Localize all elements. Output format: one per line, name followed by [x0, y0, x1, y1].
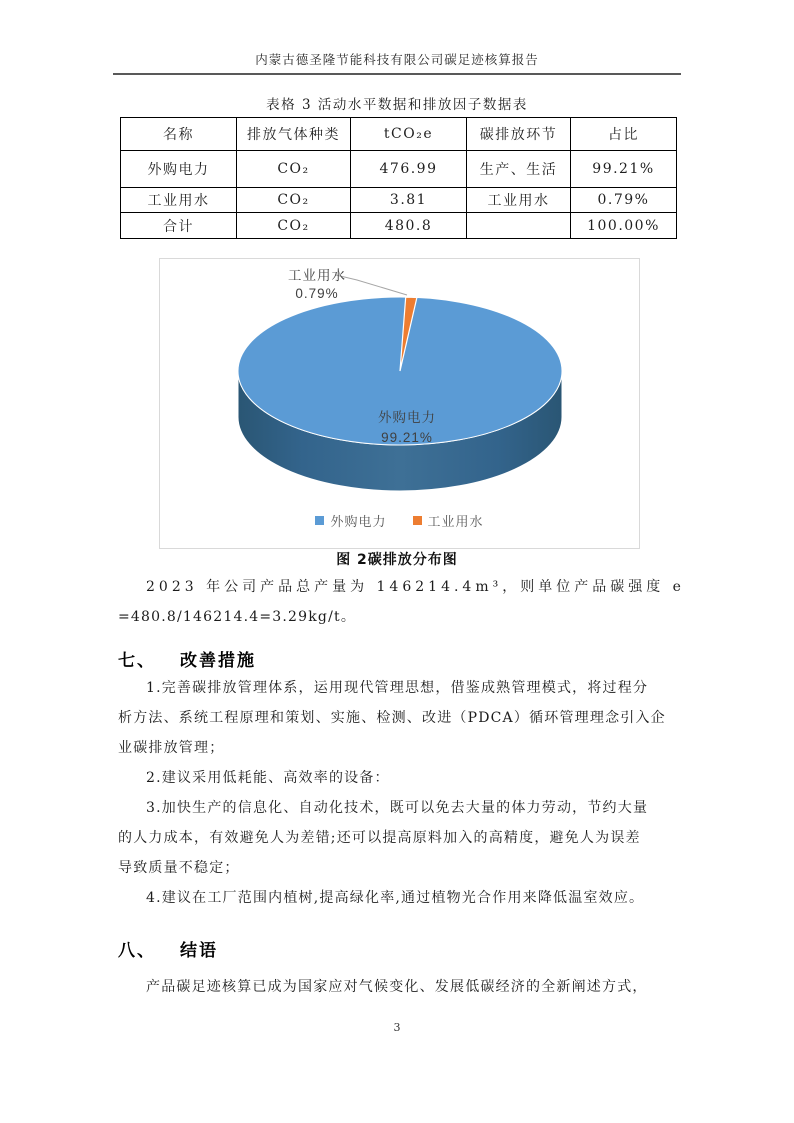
cell: 3.81 — [351, 188, 467, 213]
cell: 480.8 — [351, 213, 467, 239]
table-row — [121, 151, 677, 188]
emission-data-table — [120, 117, 677, 239]
page-number: 3 — [393, 1021, 401, 1034]
list-item-line: 4.建议在工厂范围内植树,提高绿化率,通过植物光合作用来降低温室效应。 — [146, 890, 645, 906]
list-item-line: 2.建议采用低耗能、高效率的设备： — [146, 770, 390, 786]
list-item-line: 3.加快生产的信息化、自动化技术，既可以免去大量的体力劳动，节约大量 — [146, 800, 649, 816]
section-number: 八、 — [118, 941, 156, 961]
legend-swatch-water-icon — [413, 516, 422, 525]
intensity-paragraph — [118, 572, 718, 632]
water-label-name: 工业用水 — [288, 268, 346, 283]
water-label-value: 0.79% — [295, 286, 339, 301]
paragraph-line: 2023 年公司产品总产量为 146214.4m³，则单位产品碳强度 e — [146, 579, 685, 595]
section-heading-conclusion — [118, 936, 218, 961]
cell: CO₂ — [237, 213, 351, 239]
cell: 100.00% — [571, 213, 677, 239]
legend-item-water — [413, 511, 484, 530]
col-header-share: 占比 — [571, 118, 677, 151]
table-row — [121, 213, 677, 239]
cell: 外购电力 — [121, 151, 237, 188]
legend-label: 工业用水 — [427, 514, 484, 529]
document-header-title: 内蒙古德圣隆节能科技有限公司碳足迹核算报告 — [255, 52, 539, 67]
legend-label: 外购电力 — [330, 514, 387, 529]
table-row — [121, 188, 677, 213]
cell: 99.21% — [571, 151, 677, 188]
cell: 生产、生活 — [467, 151, 571, 188]
section-heading-improvement — [118, 646, 256, 671]
conclusion-paragraph — [118, 972, 718, 1002]
cell: 476.99 — [351, 151, 467, 188]
header-divider — [113, 73, 681, 75]
cell: CO₂ — [237, 151, 351, 188]
section-title: 改善措施 — [180, 651, 256, 671]
table-header-row — [121, 118, 677, 151]
chart-legend — [160, 511, 639, 530]
col-header-gas: 排放气体种类 — [237, 118, 351, 151]
section-title: 结语 — [180, 941, 218, 961]
pie-chart-panel — [159, 258, 640, 549]
cell — [467, 213, 571, 239]
list-item-line: 1.完善碳排放管理体系，运用现代管理思想，借鉴成熟管理模式，将过程分 — [146, 680, 649, 696]
cell: 工业用水 — [121, 188, 237, 213]
pie-chart — [160, 259, 638, 511]
list-item-line: 的人力成本，有效避免人为差错;还可以提高原料加入的高精度，避免人为误差 — [118, 830, 641, 846]
list-item-line: 业碳排放管理； — [118, 740, 225, 756]
figure-caption: 图 2碳排放分布图 — [336, 552, 458, 568]
col-header-name: 名称 — [121, 118, 237, 151]
improvement-list — [118, 673, 718, 913]
paragraph-line: 产品碳足迹核算已成为国家应对气候变化、发展低碳经济的全新阐述方式， — [146, 979, 648, 995]
cell: 合计 — [121, 213, 237, 239]
legend-item-electricity — [315, 511, 386, 530]
table-title: 表格 3 活动水平数据和排放因子数据表 — [266, 97, 528, 113]
cell: CO₂ — [237, 188, 351, 213]
electricity-label-name: 外购电力 — [378, 410, 436, 425]
cell: 工业用水 — [467, 188, 571, 213]
label-leader-line — [336, 275, 407, 295]
electricity-label-value: 99.21% — [381, 430, 433, 445]
paragraph-line: =480.8/146214.4=3.29kg/t。 — [118, 609, 357, 625]
list-item-line: 导致质量不稳定； — [118, 860, 240, 876]
col-header-tco2e: tCO₂e — [351, 118, 467, 151]
col-header-stage: 碳排放环节 — [467, 118, 571, 151]
section-number: 七、 — [118, 651, 156, 671]
legend-swatch-electricity-icon — [315, 516, 324, 525]
cell: 0.79% — [571, 188, 677, 213]
list-item-line: 析方法、系统工程原理和策划、实施、检测、改进（PDCA）循环管理理念引入企 — [118, 710, 666, 726]
